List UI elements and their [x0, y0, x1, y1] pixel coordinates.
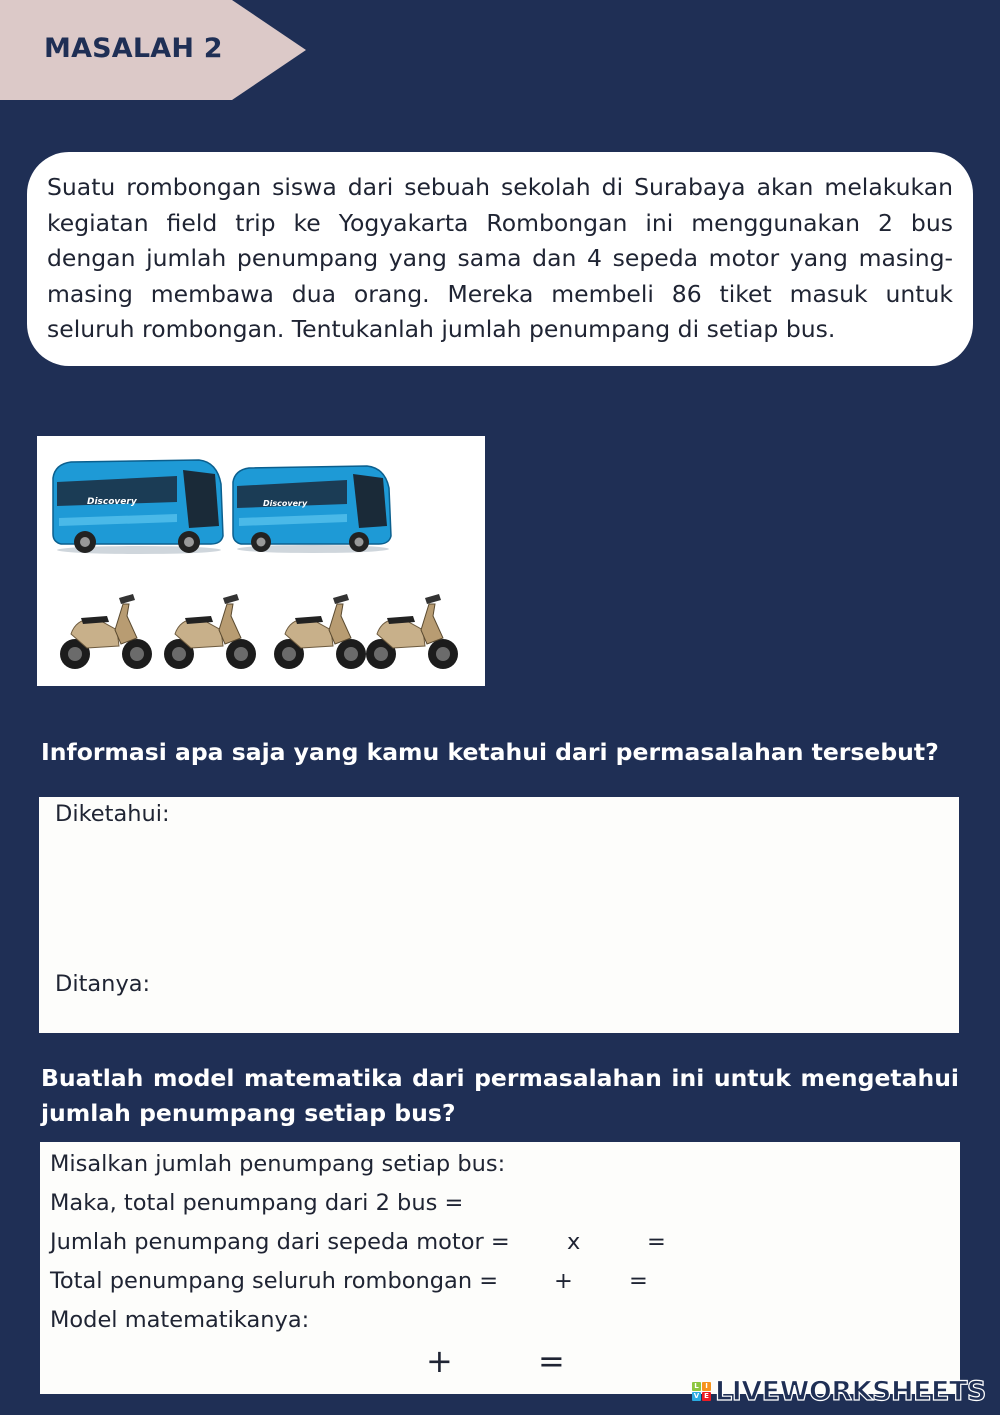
logo-letter-e: E [702, 1392, 711, 1401]
logo-letter-v: V [693, 1392, 700, 1400]
motorcycle-image-3 [271, 586, 371, 676]
logo-letter-i: I [702, 1382, 711, 1391]
equals-symbol-line4: = [629, 1268, 648, 1294]
motorcycle-total-label: Jumlah penumpang dari sepeda motor = [50, 1229, 510, 1255]
page-title: MASALAH 2 [44, 33, 223, 64]
problem-card [27, 152, 973, 366]
bus-total-label: Maka, total penumpang dari 2 bus = [50, 1190, 464, 1216]
model-equals-symbol: = [538, 1342, 565, 1380]
known-label: Diketahui: [55, 801, 170, 827]
answer-box-model[interactable] [40, 1142, 960, 1394]
question-model: Buatlah model matematika dari permasalahan ini untuk mengetahui jumlah penumpang setiap bus? [41, 1064, 959, 1127]
bus-2-text: Discovery [263, 499, 308, 508]
motorcycle-image-1 [57, 586, 157, 676]
vehicles-illustration [37, 436, 485, 686]
watermark-text: LIVEWORKSHEETS [715, 1375, 986, 1407]
asked-label: Ditanya: [55, 971, 151, 997]
let-label: Misalkan jumlah penumpang setiap bus: [50, 1151, 506, 1177]
model-plus-symbol: + [426, 1342, 453, 1380]
liveworksheets-logo-icon [692, 1382, 711, 1401]
question-information: Informasi apa saja yang kamu ketahui dari permasalahan tersebut? [41, 738, 939, 766]
logo-letter-l: L [692, 1382, 701, 1391]
group-total-label: Total penumpang seluruh rombongan = [50, 1268, 499, 1294]
problem-text: Suatu rombongan siswa dari sebuah sekolah di Surabaya akan melakukan kegiatan field trip ke Yogyakarta Rombongan ini menggunakan 2 bus dengan jumlah penumpang yang sama dan 4 sepeda motor yang masing-masing membawa dua orang. Mereka membeli 86 tiket masuk untuk seluruh rombongan. Tentukanlah jumlah penumpang di setiap bus. [47, 173, 953, 343]
bus-image-1 [49, 456, 225, 556]
motorcycle-image-2 [161, 586, 261, 676]
times-symbol: x [567, 1229, 581, 1255]
plus-symbol-line4: + [554, 1268, 573, 1294]
bus-1-text: Discovery [87, 497, 137, 507]
liveworksheets-watermark [692, 1376, 986, 1406]
model-label: Model matematikanya: [50, 1307, 310, 1333]
answer-box-information[interactable] [39, 797, 959, 1033]
motorcycle-image-4 [363, 586, 463, 676]
bus-image-2 [229, 462, 393, 554]
equals-symbol-line3: = [647, 1229, 666, 1255]
